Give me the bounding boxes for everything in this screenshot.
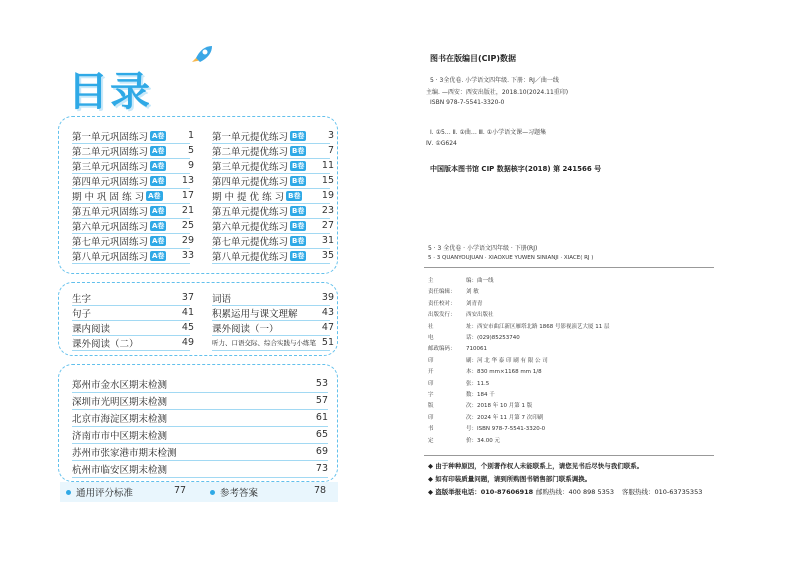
toc-entry[interactable] [212,218,334,233]
colophon-key: 定 [428,437,434,444]
toc-entry-page: 57 [315,395,328,406]
colophon-value: 价：34.00 元 [466,437,500,444]
colophon-row [428,344,487,352]
toc-entry-label: 听力、口语交际、综合实践与小练笔 [212,339,316,347]
paper-badge: A卷 [152,146,165,155]
toc-entry[interactable] [212,173,334,188]
notice-text: ◆ 如有印装质量问题，请到所购图书销售部门联系调换。 [428,475,592,483]
cip-line: Ⅰ. ①5… Ⅱ. ①曲… Ⅲ. ①小学语文课—习题集 [430,129,547,136]
toc-entry-page: 35 [321,250,334,261]
paper-badge: B卷 [292,131,305,140]
toc-entry-page: 53 [315,378,328,389]
colophon-row [428,310,494,318]
toc-entry-page: 15 [321,175,334,186]
colophon-key: 电 [428,335,434,341]
toc-entry-label: 第一单元巩固练习 [72,131,149,143]
colophon-row [428,299,483,307]
toc-entry-label: 课外阅读（二） [72,338,139,350]
book-pinyin: 5 · 3 QUANYOUJUAN · XIAOXUE YUWEN SINIANJI · XIACE( RJ ) [428,255,594,261]
colophon-value: 数：184 千 [466,392,495,398]
toc-entry[interactable] [72,376,328,391]
colophon-value: 710061 [466,346,487,353]
toc-entry-page: 29 [181,235,194,246]
bullet-icon [66,490,71,495]
toc-entry[interactable] [72,320,194,335]
hotline-text: ◆ 盗版举报电话：010-87606918 [428,488,534,496]
colophon-key: 字 [428,392,434,398]
paper-badge: B卷 [292,206,305,215]
toc-entry-page: 3 [327,130,334,141]
colophon-row [428,367,542,375]
colophon-value: 本：830 mm×1168 mm 1/8 [466,369,542,376]
toc-entry-page: 49 [181,337,194,348]
colophon-key: 社 [428,323,434,330]
toc-entry-page: 9 [187,160,194,171]
toc-entry[interactable] [212,128,334,143]
colophon-row [428,401,532,409]
toc-footer-item[interactable] [66,485,133,499]
cip-record: 中国版本图书馆 CIP 数据核字(2018) 第 241566 号 [430,165,602,173]
toc-divider [72,263,190,264]
toc-entry-page: 43 [321,307,334,318]
colophon-key: 责任校对： [428,300,456,307]
toc-entry[interactable] [212,320,334,335]
toc-entry-page: 19 [321,190,334,201]
paper-badge: B卷 [292,176,305,185]
colophon-row [428,379,489,387]
paper-badge: B卷 [292,251,305,260]
toc-entry-label: 济南市市中区期末检测 [72,430,168,442]
colophon-value: 编：曲一线 [466,278,494,284]
toc-entry[interactable] [212,248,334,263]
toc-entry-page: 27 [321,220,334,231]
toc-entry-page: 41 [181,307,194,318]
cip-line: ISBN 978-7-5541-3320-0 [430,99,505,106]
toc-entry-page: 11 [321,160,334,171]
toc-entry-label: 期 中 提 优 练 习 [212,191,285,203]
toc-entry-page: 69 [315,446,328,457]
toc-entry-page: 39 [321,292,334,303]
colophon-value: 话：(029)85253740 [466,335,520,341]
colophon-key: 责任编辑： [428,289,456,296]
colophon-row [428,424,545,432]
colophon-key: 邮政编码： [428,346,456,353]
toc-entry-label: 课外阅读（一） [212,323,279,335]
cip-line: 5 · 3全优卷. 小学语文四年级. 下册：RJ／曲一线 [430,77,559,84]
paper-badge: B卷 [292,161,305,170]
toc-divider [212,350,330,351]
toc-entry-page: 45 [181,322,194,333]
colophon-value: 刷：河 北 华 泰 印 刷 有 限 公 司 [466,357,548,364]
toc-footer-page: 77 [174,485,187,496]
colophon-row [428,287,479,295]
colophon-key: 版 [428,403,434,410]
service-text: 客服热线：010-63735353 [622,488,703,496]
paper-badge: A卷 [152,176,165,185]
colophon-key: 书 [428,426,434,433]
colophon-row [428,356,548,364]
toc-entry[interactable] [72,410,328,425]
rocket-icon [188,44,214,66]
toc-entry-label: 第四单元巩固练习 [72,176,149,188]
toc-entry-label: 第一单元提优练习 [212,131,289,143]
divider [424,455,714,456]
toc-entry-page: 13 [181,175,194,186]
toc-entry[interactable] [212,305,334,320]
toc-entry-page: 51 [321,337,334,348]
toc-entry[interactable] [72,427,328,442]
toc-entry-label: 苏州市张家港市期末检测 [72,447,177,459]
paper-badge: A卷 [152,206,165,215]
toc-entry-label: 期 中 巩 固 练 习 [72,191,145,203]
toc-entry-label: 积累运用与课文理解 [212,308,298,320]
paper-badge: B卷 [292,236,305,245]
toc-entry-label: 生字 [72,293,92,305]
toc-entry-label: 第七单元提优练习 [212,236,289,248]
toc-entry-label: 第七单元巩固练习 [72,236,149,248]
toc-entry-label: 第五单元提优练习 [212,206,289,218]
colophon-value: 址：西安市曲江新区雁塔北路 1868 号影视演艺大厦 11 层 [466,323,610,330]
colophon-value: 张：11.5 [466,380,490,387]
book-name: 5 · 3 全优卷 · 小学语文四年级 · 下册(RJ) [428,245,538,252]
colophon-row [428,436,500,444]
toc-footer-label: 通用评分标准 [76,488,134,499]
notice-text: ◆ 由于种种原因，个别著作权人未能联系上，请您见书后尽快与我们联系。 [428,462,644,470]
paper-badge: A卷 [148,191,161,200]
toc-entry[interactable] [72,188,194,203]
toc-divider [212,263,330,264]
toc-entry-label: 第三单元提优练习 [212,161,289,173]
toc-entry-page: 73 [315,463,328,474]
postal-text: 邮购热线：400 898 5353 [536,488,614,496]
colophon-row [428,413,543,421]
toc-entry-label: 第三单元巩固练习 [72,161,149,173]
colophon-value: 次：2024 年 11 月第 7 次印刷 [466,414,544,421]
toc-entry-page: 37 [181,292,194,303]
toc-entry-page: 7 [327,145,334,156]
cip-line: Ⅳ. ①G624 [426,140,457,147]
paper-badge: B卷 [292,221,305,230]
toc-entry-label: 第四单元提优练习 [212,176,289,188]
toc-entry-label: 深圳市光明区期末检测 [72,396,168,408]
colophon-row [428,322,610,330]
paper-badge: A卷 [152,221,165,230]
cip-title: 图书在版编目(CIP)数据 [430,54,517,63]
toc-entry[interactable] [212,158,334,173]
toc-entry[interactable] [72,335,194,350]
toc-title: 目录 [68,69,152,115]
toc-entry[interactable] [72,305,194,320]
toc-entry-page: 65 [315,429,328,440]
toc-entry-label: 第六单元巩固练习 [72,221,149,233]
toc-entry[interactable] [72,393,328,408]
toc-entry[interactable] [72,203,194,218]
paper-badge: A卷 [152,131,165,140]
toc-entry-label: 第八单元提优练习 [212,251,289,263]
toc-entry-page: 31 [321,235,334,246]
toc-entry-page: 1 [187,130,194,141]
toc-entry[interactable] [72,290,194,305]
paper-badge: A卷 [152,251,165,260]
toc-entry[interactable] [212,188,334,203]
colophon-key: 出版发行： [428,312,456,319]
colophon-row [428,276,494,284]
toc-entry-label: 杭州市临安区期末检测 [72,464,168,476]
colophon-row [428,333,520,341]
toc-entry[interactable] [72,461,328,476]
colophon-value: 刘青青 [466,300,483,307]
toc-entry[interactable] [72,128,194,143]
bullet-icon [210,490,215,495]
toc-footer-page: 78 [314,485,327,496]
toc-entry[interactable] [72,248,194,263]
toc-entry-page: 47 [321,322,334,333]
paper-badge: B卷 [292,146,305,155]
toc-entry-label: 句子 [72,308,92,320]
toc-entry[interactable] [212,143,334,158]
toc-entry[interactable] [212,233,334,248]
toc-entry-label: 课内阅读 [72,323,111,335]
colophon-key: 开 [428,369,434,376]
toc-entry[interactable] [72,218,194,233]
colophon-key: 印 [428,380,434,387]
copyright-page [400,0,800,566]
colophon-value: 刘 敏 [466,289,479,296]
toc-entry-page: 17 [181,190,194,201]
paper-badge: A卷 [152,236,165,245]
cip-line: 主编. —西安：西安出版社，2018.10(2024.11重印) [426,89,569,96]
toc-entry[interactable] [72,143,194,158]
colophon-value: 西安出版社 [466,312,494,319]
colophon-key: 印 [428,357,434,364]
toc-entry-label: 第五单元巩固练习 [72,206,149,218]
toc-entry-page: 21 [181,205,194,216]
toc-entry[interactable] [212,203,334,218]
colophon-row [428,390,495,398]
toc-entry-page: 5 [187,145,194,156]
toc-entry[interactable] [212,290,334,305]
toc-entry-label: 第二单元巩固练习 [72,146,149,158]
toc-entry[interactable] [212,335,334,350]
toc-entry-label: 第二单元提优练习 [212,146,289,158]
toc-footer-label: 参考答案 [220,488,259,499]
toc-entry[interactable] [72,173,194,188]
paper-badge: A卷 [152,161,165,170]
paper-badge: B卷 [288,191,301,200]
colophon-value: 次：2018 年 10 月第 1 版 [466,403,533,410]
toc-divider [72,350,190,351]
toc-entry-label: 第八单元巩固练习 [72,251,149,263]
toc-entry-label: 郑州市金水区期末检测 [72,379,168,391]
toc-entry-page: 23 [321,205,334,216]
toc-divider [72,477,328,478]
toc-entry-label: 第六单元提优练习 [212,221,289,233]
toc-entry[interactable] [72,444,328,459]
toc-entry-label: 北京市海淀区期末检测 [72,413,168,425]
colophon-value: 号：ISBN 978-7-5541-3320-0 [466,426,546,433]
toc-entry-page: 33 [181,250,194,261]
colophon-key: 主 [428,278,434,284]
toc-entry[interactable] [72,158,194,173]
toc-entry-page: 61 [315,412,328,423]
toc-entry-label: 词语 [212,293,232,305]
toc-footer-item[interactable] [210,485,258,499]
toc-entry[interactable] [72,233,194,248]
colophon-key: 印 [428,414,434,421]
divider [424,267,714,268]
toc-entry-page: 25 [181,220,194,231]
